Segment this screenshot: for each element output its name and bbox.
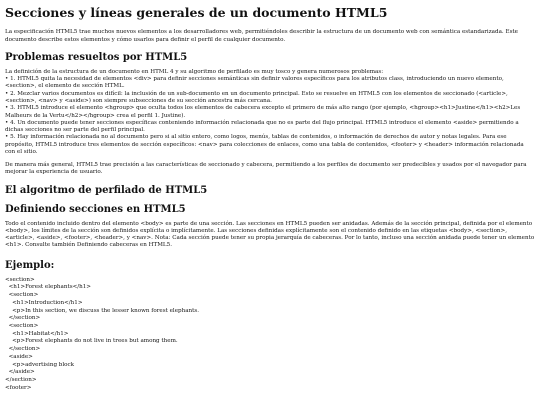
code-line: <section> [5,292,39,299]
code-line: <footer> [5,384,32,391]
list-item: • 2. Mezclar varios documentos es difícil: la inclusión de un sub-documento en un documento principal. Esto se resuelve en HTML5 con los elementos de seccionado (<article>, <section>, <nav> y <aside>) son siempre subsecciones de su sección ancestra más cercana. [5,90,508,104]
problems-heading: Problemas resueltos por HTML5 [5,51,188,63]
code-line: <h1>Forest elephants</h1> [5,284,91,291]
code-line: <section> [5,276,35,283]
list-item: • 5. Hay información relacionada no al documento pero si al sitio entero, como logos, menús, tablas de contenidos, o información de derechos de autor y notas legales. Para ese propósito, HTML5 introduce tres elementos de sección específicos: <nav> para colecciones de enlaces, como una tabla de contenidos, <footer> y <header> información relacionada con el sitio. [5,134,524,155]
problems-intro: La definición de la estructura de un documento en HTML 4 y su algoritmo de perfilado es muy tosco y genera numerosos problemas: [5,68,384,75]
code-line: </section> [5,315,41,322]
list-item: • 1. HTML5 quita la necesidad de elementos <div> para definir secciones semánticas sin definir valores específicos para los atributos class, introduciendo un nuevo elemento, <section>, el elemento de sección HTML. [5,76,504,90]
code-line: <p>Forest elephants do not live in trees but among them. [5,338,178,345]
code-line: <p>advertising block [5,361,75,368]
intro-paragraph: La especificación HTML5 trae muchos nuevos elementos a los desarrolladores web, permitiéndoles describir la estructura de un documento web con semántica estandarizada. Este documento describe estos elementos y cómo usarlos para definir el perfil de cualquier documento. [5,29,518,43]
defining-paragraph: Todo el contenido incluido dentro del elemento <body> es parte de una sección. Las secciones en HTML5 pueden ser anidadas. Además de la sección principal, definida por el elemento <body>, los límites de la sección son definidos explícita o implícitamente. Las secciones definidas explícitamente son el contenido definido en las etiquetas <body>, <section>, <article>, <aside>, <footer>, <header>, y <nav>. Nota: Cada sección puede tener su propia jerarquía de cabeceras. Por lo tanto, incluso una sección anidada puede tener un elemento <h1>. Consulte también Definiendo cabeceras en HTML5. [5,220,535,249]
code-line: <p>In this section, we discuss the lesser known forest elephants. [5,307,200,314]
code-example [5,277,535,393]
code-line: <aside> [5,353,33,360]
code-line: <section> [5,323,39,329]
code-line: </aside> [5,369,35,376]
example-heading: Ejemplo: [5,259,55,271]
code-line: <h1>Habitat</h1> [5,330,69,337]
code-line: </section> [5,377,37,384]
code-line: </section> [5,346,41,353]
list-item: • 4. Un documento puede tener secciones específicas conteniendo información relacionada que no es parte del flujo principal. HTML5 introduce el elemento <aside> permitiendo a dichas secciones no ser parte del perfil principal. [5,119,519,134]
algorithm-heading: El algoritmo de perfilado de HTML5 [5,184,208,196]
problems-list [5,76,535,156]
summary-paragraph: De manera más general, HTML5 trae precisión a las características de seccionado y cabecera, permitiendo a los perfiles de documento ser predecibles y usados por el navegador para mejorar la experiencia de usuario. [5,162,527,176]
defining-heading: Definiendo secciones en HTML5 [5,203,186,215]
list-item: • 3. HTML5 introduce el elemento <hgroup> que oculta todos los elementos de cabecera excepto el primero de más alto rango (por ejemplo, <hgroup><h1>Justine</h1><h2>Les Malheurs de la Vertu</h2></hgroup> crea el perfil 1. Justine). [5,105,521,119]
page-title: Secciones y líneas generales de un documento HTML5 [5,5,388,20]
code-line: <h1>Introduction</h1> [5,299,83,306]
